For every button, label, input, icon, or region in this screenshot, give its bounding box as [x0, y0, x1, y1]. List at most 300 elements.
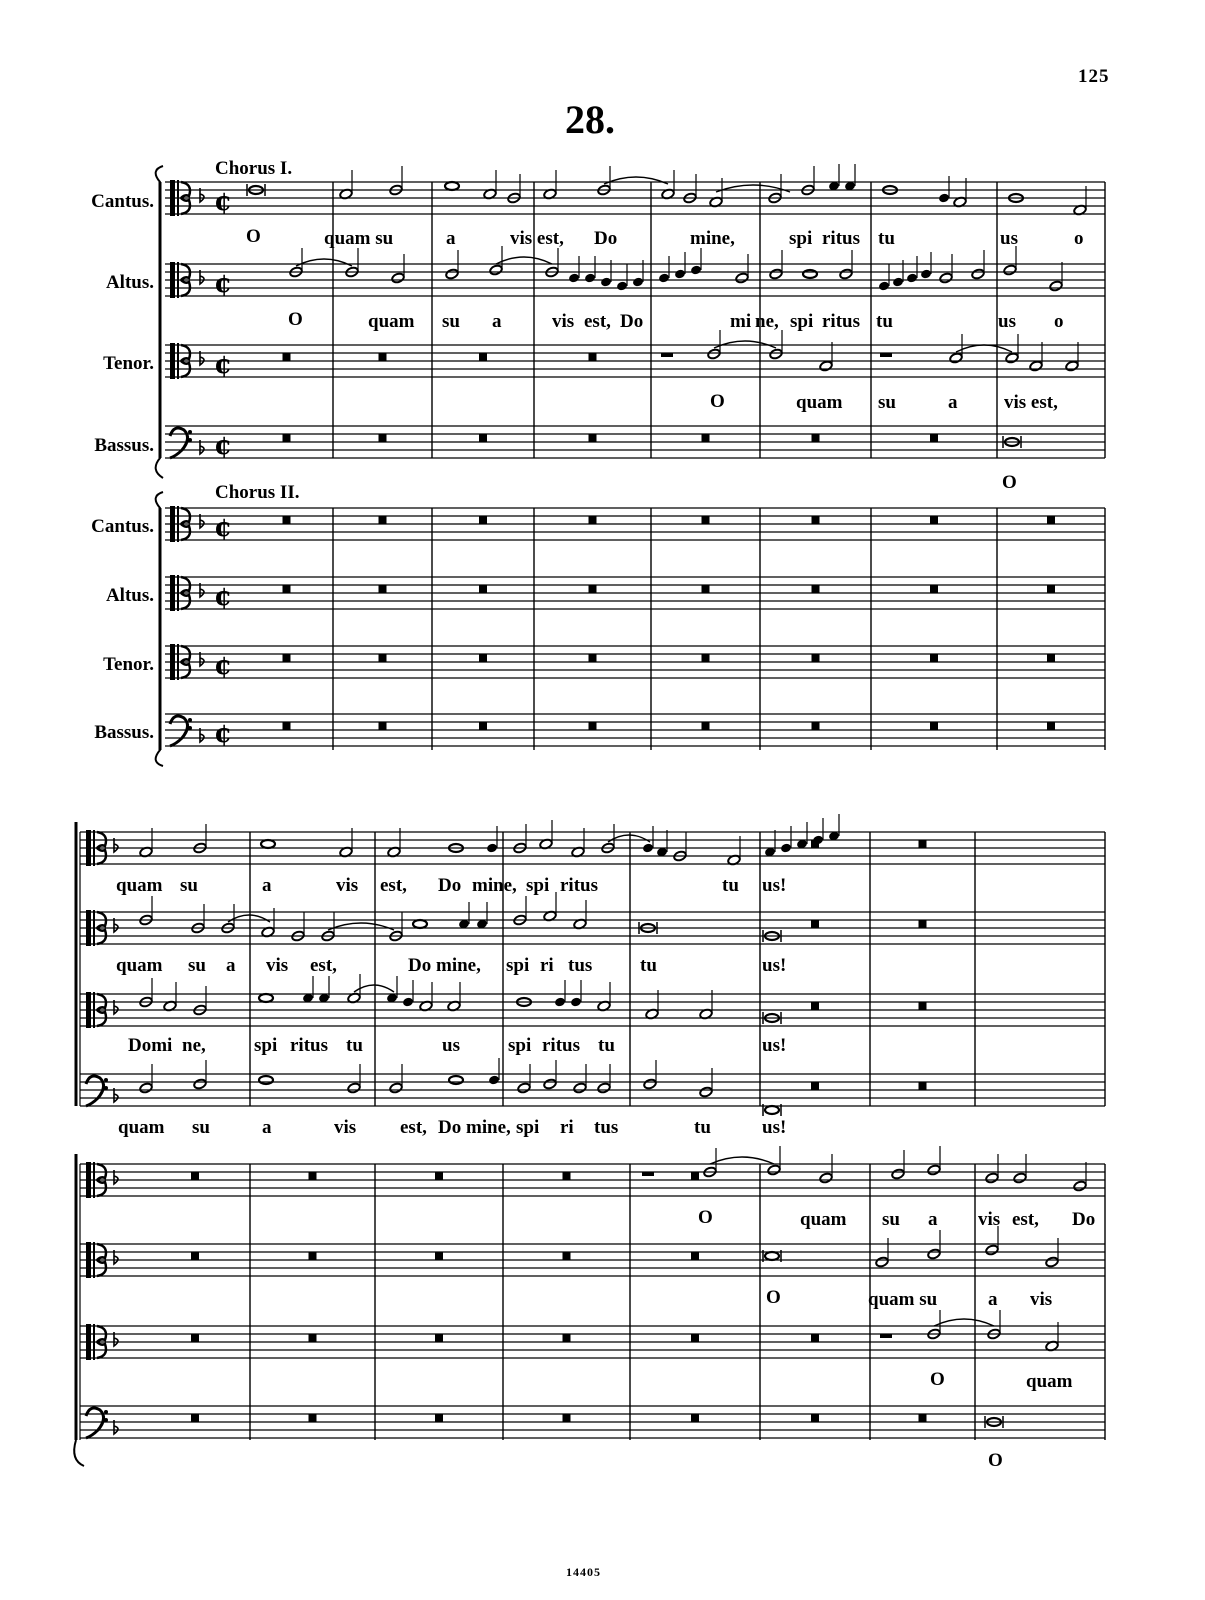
c-clef-icon	[177, 506, 179, 542]
f-clef-icon	[86, 1076, 104, 1106]
lyric: tu	[878, 228, 895, 249]
breve-rest-icon	[691, 1334, 699, 1342]
breve-rest-icon	[283, 585, 291, 593]
lyric: spi	[516, 1117, 540, 1138]
lyric: quam	[116, 955, 163, 976]
lyric: vis	[334, 1117, 357, 1138]
f-clef-icon	[188, 438, 192, 442]
c-clef-icon	[177, 343, 179, 379]
breve-rest-icon	[309, 1252, 317, 1260]
lyric: quam	[800, 1209, 847, 1230]
lyric: mi	[730, 311, 752, 332]
half-note-icon	[839, 268, 853, 280]
half-note-icon	[985, 1172, 999, 1184]
f-clef-icon	[86, 1408, 104, 1438]
quarter-note-icon	[938, 193, 950, 204]
lyric: mi	[472, 875, 494, 896]
c-clef-icon	[86, 1162, 91, 1198]
whole-note-icon	[259, 1076, 273, 1084]
breve-rest-icon	[811, 1082, 819, 1090]
breve-rest-icon	[930, 585, 938, 593]
lyric: a	[988, 1289, 998, 1310]
lyric: tu	[346, 1035, 363, 1056]
c-clef-icon	[86, 992, 91, 1028]
lyric: su	[882, 1209, 900, 1230]
half-note-icon	[699, 1086, 713, 1098]
breve-rest-icon	[379, 585, 387, 593]
c-clef-icon	[170, 575, 175, 611]
lyric: us!	[762, 1035, 787, 1056]
breve-rest-icon	[702, 722, 710, 730]
lyric: quam	[796, 392, 843, 413]
voice-label-tenor-1: Tenor.	[103, 353, 154, 374]
f-clef-icon	[170, 428, 188, 458]
lyric: quam	[368, 311, 415, 332]
quarter-note-icon	[616, 281, 628, 292]
lyric: ritus	[822, 228, 860, 249]
quarter-note-icon	[488, 1075, 500, 1086]
voice-label-cantus-1: Cantus.	[91, 191, 154, 212]
lyric: a	[226, 955, 236, 976]
lyric: us!	[762, 1117, 787, 1138]
lyric: ri	[540, 955, 554, 976]
lyric: est,	[1012, 1209, 1039, 1230]
f-clef-icon	[188, 718, 192, 722]
lyric: Do	[594, 228, 618, 249]
lyric: a	[928, 1209, 938, 1230]
breve-rest-icon	[379, 434, 387, 442]
lyric: us!	[762, 955, 787, 976]
breve-rest-icon	[702, 654, 710, 662]
breve-rest-icon	[880, 353, 892, 357]
lyric: ne,	[755, 311, 779, 332]
lyric: a	[446, 228, 456, 249]
lyric: ne,	[487, 1117, 511, 1138]
whole-note-icon	[803, 270, 817, 278]
half-note-icon	[819, 360, 833, 372]
half-note-icon	[389, 1082, 403, 1094]
f-clef-icon	[104, 1078, 108, 1082]
half-note-icon	[767, 1164, 781, 1176]
lyric: us	[998, 311, 1016, 332]
lyric: quam	[1026, 1371, 1073, 1392]
breve-rest-icon	[479, 654, 487, 662]
lyric: Do	[1072, 1209, 1096, 1230]
c-clef-icon	[170, 262, 175, 298]
half-note-icon	[1013, 1172, 1027, 1184]
breve-rest-icon	[811, 920, 819, 928]
breve-rest-icon	[930, 722, 938, 730]
half-note-icon	[1045, 1256, 1059, 1268]
lyric: O	[246, 226, 261, 247]
common-time-icon: ¢	[214, 651, 233, 681]
breve-rest-icon	[811, 1414, 819, 1422]
breve-rest-icon	[563, 1414, 571, 1422]
whole-note-icon	[259, 994, 273, 1002]
c-clef-icon	[93, 910, 95, 946]
lyric: Do	[438, 875, 462, 896]
lyric: quam	[116, 875, 163, 896]
quarter-note-icon	[906, 273, 918, 284]
lyric: vis	[552, 311, 575, 332]
c-clef-icon	[93, 1242, 95, 1278]
lyric: su	[442, 311, 460, 332]
lyric: Do	[438, 1117, 462, 1138]
lyric: vis est,	[510, 228, 564, 249]
breve-rest-icon	[435, 1252, 443, 1260]
whole-note-icon	[445, 182, 459, 190]
breve-rest-icon	[702, 585, 710, 593]
breve-rest-icon	[880, 1334, 892, 1338]
breve-rest-icon	[812, 722, 820, 730]
f-clef-icon	[188, 726, 192, 730]
breve-rest-icon	[1047, 654, 1055, 662]
quarter-note-icon	[402, 997, 414, 1008]
lyric: mine,	[690, 228, 735, 249]
breve-rest-icon	[191, 1414, 199, 1422]
half-note-icon	[735, 272, 749, 284]
breve-rest-icon	[589, 654, 597, 662]
lyric: est,	[310, 955, 337, 976]
half-note-icon	[643, 1078, 657, 1090]
half-note-icon	[139, 1082, 153, 1094]
half-note-icon	[1065, 360, 1079, 372]
tie-icon	[604, 177, 668, 184]
breve-rest-icon	[930, 516, 938, 524]
lyric: us	[442, 1035, 460, 1056]
lyric: spi	[526, 875, 550, 896]
f-clef-icon	[104, 1086, 108, 1090]
voice-label-cantus-2: Cantus.	[91, 516, 154, 537]
lyric: Domi	[128, 1035, 173, 1056]
half-note-icon	[573, 1082, 587, 1094]
half-note-icon	[489, 264, 503, 276]
breve-rest-icon	[919, 1414, 927, 1422]
lyric: a	[492, 311, 502, 332]
breve-rest-icon	[589, 722, 597, 730]
lyric: spi	[789, 228, 813, 249]
quarter-note-icon	[584, 273, 596, 284]
breve-rest-icon	[589, 585, 597, 593]
tie-icon	[710, 1157, 774, 1164]
half-note-icon	[517, 1082, 531, 1094]
breve-rest-icon	[563, 1334, 571, 1342]
half-note-icon	[971, 268, 985, 280]
c-clef-icon	[86, 830, 91, 866]
breve-rest-icon	[191, 1334, 199, 1342]
breve-rest-icon	[691, 1414, 699, 1422]
c-clef-icon	[170, 180, 175, 216]
c-clef-icon	[93, 992, 95, 1028]
f-clef-icon	[104, 1410, 108, 1414]
c-clef-icon	[177, 644, 179, 680]
breve-rest-icon	[309, 1334, 317, 1342]
breve-rest-icon	[309, 1172, 317, 1180]
common-time-icon: ¢	[214, 187, 233, 217]
lyric: O	[930, 1369, 945, 1390]
whole-note-icon	[449, 1076, 463, 1084]
f-clef-icon	[104, 1418, 108, 1422]
lyric: tus	[568, 955, 593, 976]
lyric: spi	[508, 1035, 532, 1056]
breve-rest-icon	[379, 516, 387, 524]
quarter-note-icon	[920, 269, 932, 280]
half-note-icon	[819, 1172, 833, 1184]
lyric: o	[1074, 228, 1084, 249]
common-time-icon: ¢	[214, 269, 233, 299]
piece-number: 28.	[565, 97, 615, 142]
breve-rest-icon	[283, 722, 291, 730]
breve-rest-icon	[435, 1172, 443, 1180]
plate-number: 14405	[566, 1565, 601, 1579]
breve-rest-icon	[812, 585, 820, 593]
lyric: ritus	[542, 1035, 580, 1056]
c-clef-icon	[170, 644, 175, 680]
lyric: ne,	[182, 1035, 206, 1056]
lyric: vis	[978, 1209, 1001, 1230]
half-note-icon	[1073, 1180, 1087, 1192]
breve-rest-icon	[811, 1002, 819, 1010]
quarter-note-icon	[554, 997, 566, 1008]
lyric: tus	[594, 1117, 619, 1138]
lyric: su	[188, 955, 206, 976]
breve-rest-icon	[930, 434, 938, 442]
lyric: est,	[584, 311, 611, 332]
breve-rest-icon	[919, 920, 927, 928]
lyric: tu	[876, 311, 893, 332]
voice-label-bassus-1: Bassus.	[94, 435, 154, 456]
quarter-note-icon	[892, 277, 904, 288]
common-time-icon: ¢	[214, 582, 233, 612]
lyric: vis	[266, 955, 289, 976]
lyric: quam su	[868, 1289, 938, 1310]
breve-rest-icon	[812, 654, 820, 662]
quarter-note-icon	[658, 273, 670, 284]
chorus-2-label: Chorus II.	[215, 482, 300, 503]
lyric: O	[766, 1287, 781, 1308]
page-number: 125	[1078, 66, 1110, 87]
lyric: O	[988, 1450, 1003, 1471]
common-time-icon: ¢	[214, 431, 233, 461]
quarter-note-icon	[642, 843, 654, 854]
breve-rest-icon	[479, 722, 487, 730]
quarter-note-icon	[570, 997, 582, 1008]
breve-rest-icon	[691, 1172, 699, 1180]
lyric: vis	[336, 875, 359, 896]
f-clef-icon	[188, 430, 192, 434]
lyric: ne,	[493, 875, 517, 896]
c-clef-icon	[93, 830, 95, 866]
c-clef-icon	[93, 1162, 95, 1198]
common-time-icon: ¢	[214, 719, 233, 749]
breve-rest-icon	[919, 840, 927, 848]
c-clef-icon	[177, 180, 179, 216]
half-note-icon	[1005, 352, 1019, 364]
breve-rest-icon	[702, 434, 710, 442]
half-note-icon	[891, 1168, 905, 1180]
breve-rest-icon	[589, 353, 597, 361]
lyric: O	[698, 1207, 713, 1228]
breve-rest-icon	[379, 654, 387, 662]
tie-icon	[496, 257, 552, 264]
half-note-icon	[347, 1082, 361, 1094]
lyric: su	[878, 392, 896, 413]
lyric: ritus	[822, 311, 860, 332]
quarter-note-icon	[690, 265, 702, 276]
breve-rest-icon	[479, 434, 487, 442]
half-note-icon	[949, 352, 963, 364]
voice-label-bassus-2: Bassus.	[94, 722, 154, 743]
half-note-icon	[1029, 360, 1043, 372]
quarter-note-icon	[780, 843, 792, 854]
c-clef-icon	[170, 506, 175, 542]
lyric: vis est,	[1004, 392, 1058, 413]
breve-rest-icon	[479, 585, 487, 593]
lyric: a	[948, 392, 958, 413]
lyric: O	[288, 309, 303, 330]
lyric: tu	[598, 1035, 615, 1056]
quarter-note-icon	[632, 277, 644, 288]
breve-rest-icon	[435, 1334, 443, 1342]
whole-note-icon	[765, 1252, 779, 1260]
whole-note-icon	[765, 1106, 779, 1114]
lyric: O	[710, 391, 725, 412]
lyric: ri	[560, 1117, 574, 1138]
c-clef-icon	[177, 575, 179, 611]
breve-rest-icon	[1047, 722, 1055, 730]
breve-rest-icon	[589, 516, 597, 524]
breve-rest-icon	[283, 434, 291, 442]
half-note-icon	[927, 1164, 941, 1176]
c-clef-icon	[86, 1324, 91, 1360]
tie-icon	[716, 185, 790, 192]
half-note-icon	[985, 1244, 999, 1256]
half-note-icon	[445, 268, 459, 280]
half-note-icon	[543, 1078, 557, 1090]
lyric: tu	[722, 875, 739, 896]
common-time-icon: ¢	[214, 350, 233, 380]
half-note-icon	[597, 1082, 611, 1094]
chorus-1-label: Chorus I.	[215, 158, 293, 179]
half-note-icon	[391, 272, 405, 284]
half-note-icon	[769, 348, 783, 360]
breve-rest-icon	[930, 654, 938, 662]
lyric: Do	[408, 955, 432, 976]
quarter-note-icon	[878, 281, 890, 292]
breve-rest-icon	[435, 1414, 443, 1422]
tie-icon	[328, 923, 394, 930]
lyric: su	[192, 1117, 210, 1138]
c-clef-icon	[86, 1242, 91, 1278]
half-note-icon	[875, 1256, 889, 1268]
lyric: spi	[790, 311, 814, 332]
breve-rest-icon	[661, 353, 673, 357]
lyric: est,	[380, 875, 407, 896]
common-time-icon: ¢	[214, 513, 233, 543]
c-clef-icon	[93, 1324, 95, 1360]
breve-rest-icon	[191, 1172, 199, 1180]
quarter-note-icon	[568, 273, 580, 284]
breve-rest-icon	[563, 1252, 571, 1260]
breve-rest-icon	[589, 434, 597, 442]
lyric: vis	[1030, 1289, 1053, 1310]
c-clef-icon	[170, 343, 175, 379]
half-note-icon	[1049, 280, 1063, 292]
half-note-icon	[707, 348, 721, 360]
breve-rest-icon	[919, 1002, 927, 1010]
half-note-icon	[1003, 264, 1017, 276]
whole-note-icon	[261, 840, 275, 848]
quarter-note-icon	[674, 269, 686, 280]
breve-rest-icon	[283, 654, 291, 662]
breve-rest-icon	[691, 1252, 699, 1260]
lyric: ritus	[560, 875, 598, 896]
c-clef-icon	[177, 262, 179, 298]
whole-note-icon	[413, 920, 427, 928]
lyric: mi	[466, 1117, 488, 1138]
breve-rest-icon	[702, 516, 710, 524]
breve-rest-icon	[1047, 585, 1055, 593]
breve-rest-icon	[379, 353, 387, 361]
breve-rest-icon	[283, 516, 291, 524]
c-clef-icon	[86, 910, 91, 946]
lyric: quam	[118, 1117, 165, 1138]
breve-rest-icon	[812, 516, 820, 524]
breve-rest-icon	[309, 1414, 317, 1422]
lyric: est,	[400, 1117, 427, 1138]
half-note-icon	[769, 268, 783, 280]
lyric: mine,	[436, 955, 481, 976]
quarter-note-icon	[600, 277, 612, 288]
breve-rest-icon	[642, 1172, 654, 1176]
voice-label-altus-2: Altus.	[105, 585, 154, 606]
lyric: o	[1054, 311, 1064, 332]
voice-label-tenor-2: Tenor.	[103, 654, 154, 675]
lyric: Do	[620, 311, 644, 332]
half-note-icon	[927, 1248, 941, 1260]
bracket-icon	[74, 1440, 84, 1466]
breve-rest-icon	[191, 1252, 199, 1260]
lyric: quam su	[324, 228, 394, 249]
f-clef-icon	[170, 716, 188, 746]
tie-icon	[934, 1319, 994, 1326]
breve-rest-icon	[479, 516, 487, 524]
lyric: spi	[254, 1035, 278, 1056]
lyric: us!	[762, 875, 787, 896]
lyric: tu	[694, 1117, 711, 1138]
breve-rest-icon	[563, 1172, 571, 1180]
lyric: spi	[506, 955, 530, 976]
tie-icon	[956, 345, 1012, 352]
lyric: su	[180, 875, 198, 896]
half-note-icon	[193, 1078, 207, 1090]
lyric: O	[1002, 472, 1017, 493]
lyric: a	[262, 1117, 272, 1138]
lyric: tu	[640, 955, 657, 976]
breve-rest-icon	[283, 353, 291, 361]
lyric: us	[1000, 228, 1018, 249]
lyric: a	[262, 875, 272, 896]
breve-rest-icon	[811, 1334, 819, 1342]
quarter-note-icon	[486, 843, 498, 854]
breve-rest-icon	[479, 353, 487, 361]
half-note-icon	[939, 272, 953, 284]
voice-label-altus-1: Altus.	[105, 272, 154, 293]
breve-rest-icon	[1047, 516, 1055, 524]
breve-rest-icon	[379, 722, 387, 730]
tie-icon	[296, 259, 352, 266]
breve-rest-icon	[919, 1082, 927, 1090]
